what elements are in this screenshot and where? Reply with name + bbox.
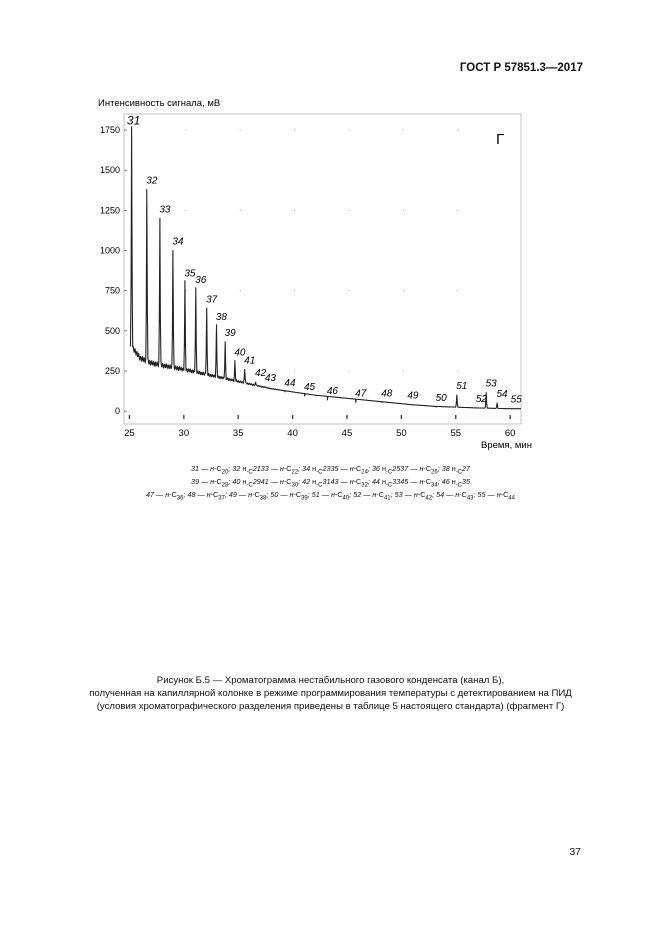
legend-text: ; [183, 490, 188, 499]
grid-dot [240, 370, 241, 371]
legend-text: 43 [466, 495, 474, 502]
legend-text: н [381, 464, 386, 473]
legend-text: н [279, 477, 284, 486]
legend-text: н [242, 477, 247, 486]
peak-label: 51 [456, 381, 468, 393]
legend-text: 47 — [146, 490, 166, 499]
legend-text: -C [169, 490, 177, 499]
x-tick-label: 50 [396, 428, 407, 439]
legend-text: 28 [221, 482, 229, 489]
legend-text: 51 — [311, 490, 331, 499]
legend-text: -C [455, 469, 463, 476]
legend-text: 30 [291, 482, 299, 489]
legend-text: -C [252, 490, 260, 499]
grid-dot [403, 130, 404, 131]
legend-text: 44 [371, 477, 380, 486]
legend-text: 42 [425, 495, 433, 502]
legend-text: -C [459, 490, 467, 499]
legend-text: н [242, 464, 247, 473]
legend-text: 37 [218, 495, 225, 502]
grid-dot [294, 370, 295, 371]
legend-text: 39 — [190, 477, 211, 486]
legend-text: ; [298, 464, 303, 473]
caption-line-2: полученная на капиллярной колонке в режиме программирования температуры с детектированием на ПИД [89, 688, 572, 699]
grid-dot [457, 370, 458, 371]
grid-dot [403, 370, 404, 371]
legend-text: 52 — [353, 490, 373, 499]
x-tick-label: 30 [178, 428, 190, 439]
y-axis [100, 125, 127, 416]
legend-text: 36 [371, 464, 380, 473]
legend-text: 40 [232, 477, 241, 486]
legend-text: ; [298, 477, 303, 486]
legend-text: -C [500, 490, 509, 499]
legend-text: 41 [383, 495, 391, 502]
x-tick-label: 35 [232, 428, 244, 439]
peak-label: 42 [255, 368, 267, 380]
legend-text: н [210, 477, 215, 486]
grid-dot [240, 130, 241, 131]
legend-text: ; [224, 490, 229, 499]
legend-text: 33 [392, 477, 401, 486]
legend-text: 55 — [477, 490, 497, 499]
legend-text: -C [334, 490, 343, 499]
peak-label: 31 [126, 113, 141, 128]
peak-label: 35 [184, 268, 196, 280]
y-tick-label: 1000 [99, 245, 120, 256]
legend-text: 42 [302, 477, 311, 486]
legend-text: н [419, 477, 424, 486]
peak-label: 36 [195, 275, 207, 287]
legend-text: 33 — [260, 464, 280, 473]
legend-text: -C [246, 482, 253, 489]
legend-text: -C [423, 477, 432, 486]
legend-text: н [279, 464, 284, 473]
peak-label: 34 [172, 236, 184, 248]
legend-text: н [372, 490, 377, 499]
peak-label: 48 [381, 388, 393, 400]
legend-text: н [289, 490, 294, 499]
legend-text: н [165, 490, 170, 499]
x-tick-label: 40 [287, 428, 298, 439]
legend-text: 24 [361, 469, 368, 476]
x-tick-label: 55 [450, 428, 462, 439]
legend-text: ; [437, 477, 442, 486]
legend-text: 32 [232, 464, 241, 473]
legend-text: 46 [441, 477, 450, 486]
legend-text: н [248, 490, 253, 499]
peak-label: 38 [215, 312, 228, 324]
legend-text: н [210, 464, 215, 473]
grid-dot [294, 130, 295, 131]
legend-text: н [496, 490, 501, 499]
legend-text: 32 [361, 482, 368, 489]
legend-text: ; [349, 490, 354, 499]
legend-text: -C [246, 469, 253, 476]
peak-label: 41 [244, 355, 256, 367]
grid-dot [240, 210, 241, 211]
legend-text: ; [367, 477, 372, 486]
y-tick-label: 1250 [99, 205, 120, 216]
legend-text: ; [228, 464, 233, 473]
legend-text: ; [367, 464, 372, 473]
legend-text: -C [210, 490, 219, 499]
grid-dot [348, 370, 349, 371]
legend-text: н [349, 464, 354, 473]
y-axis-label: Интенсивность сигнала, мВ [98, 98, 221, 109]
peak-label: 33 [159, 204, 171, 216]
y-tick-label: 500 [104, 325, 120, 336]
legend-text: н [330, 490, 335, 499]
legend-text: н [312, 464, 317, 473]
grid-dot [348, 130, 349, 131]
y-tick-label: 1750 [99, 125, 120, 136]
legend-text: н [419, 464, 424, 473]
peak-label: 50 [435, 393, 447, 405]
legend-text: -C [417, 490, 426, 499]
peak-label: 45 [303, 381, 316, 393]
legend-text: н [451, 477, 456, 486]
legend-text: ; [390, 490, 395, 499]
legend-text: 35 [462, 477, 471, 486]
standard-number: ГОСТ Р 57851.3—2017 [459, 62, 583, 74]
legend-text: ; [437, 464, 442, 473]
legend-text: -C [353, 477, 362, 486]
peak-label: 52 [475, 393, 487, 405]
legend-text: 20 [221, 469, 229, 476]
grid-dot [403, 210, 404, 211]
legend-text: 50 — [270, 490, 290, 499]
legend-text: н [381, 477, 386, 486]
panel-label: Г [496, 131, 505, 148]
legend-text: 22 [291, 469, 299, 476]
legend-text: 43 — [330, 477, 350, 486]
grid-dot [185, 130, 186, 131]
legend-text: н [206, 490, 211, 499]
peak-label: 53 [485, 378, 497, 390]
legend-text: н [451, 464, 456, 473]
legend-text: -C [293, 490, 302, 499]
legend-text: 49 — [228, 490, 249, 499]
grid-dot [403, 290, 404, 291]
legend-text: 41 — [260, 477, 280, 486]
legend-text: -C [316, 482, 323, 489]
legend-text: -C [423, 464, 432, 473]
grid-dot [185, 210, 186, 211]
legend-text: н [312, 477, 317, 486]
legend-text: 54 — [436, 490, 456, 499]
peak-label: 49 [407, 390, 419, 402]
legend-text: 38 [259, 495, 267, 502]
legend-text: 34 [302, 464, 311, 473]
grid-dot [457, 130, 458, 131]
peak-label: 37 [206, 294, 218, 306]
legend-text: ; [228, 477, 233, 486]
legend-text: -C [385, 482, 393, 489]
legend-text: н [349, 477, 354, 486]
legend-text: -C [214, 477, 222, 486]
peak-label: 44 [284, 377, 296, 389]
grid-dot [294, 210, 295, 211]
legend-text: 27 [462, 464, 471, 473]
grid-dot [457, 290, 458, 291]
legend-text: 31 [322, 477, 331, 486]
grid-dot [348, 290, 349, 291]
peak-label: 55 [510, 394, 522, 406]
chromatogram-chart [0, 0, 661, 460]
y-tick-label: 750 [104, 285, 120, 296]
legend-text: ; [432, 490, 437, 499]
legend-text: 53 — [394, 490, 414, 499]
x-axis-label: Время, мин [481, 440, 532, 451]
x-tick-label: 45 [341, 428, 353, 439]
legend-text: 45 — [400, 477, 420, 486]
x-tick-label: 60 [504, 428, 516, 439]
peak-label: 39 [224, 328, 236, 340]
legend-text: 38 [441, 464, 450, 473]
x-tick-label: 25 [124, 428, 135, 439]
legend-text: н [455, 490, 460, 499]
legend-text: -C [385, 469, 393, 476]
caption-line-1: Рисунок Б.5 — Хроматограмма нестабильного газового конденсата (канал Б), [156, 675, 505, 686]
legend-text: -C [283, 464, 292, 473]
legend-text: -C [376, 490, 384, 499]
peak-label: 54 [496, 389, 508, 401]
grid-dot [240, 290, 241, 291]
legend-text: 39 [301, 495, 308, 502]
legend-text: 26 [431, 469, 438, 476]
caption-line-3: (условия хроматографического разделения приведены в таблице 5 настоящего стандарта) (фрагмент Г) [96, 701, 565, 712]
peak-label: 46 [326, 385, 338, 397]
legend-text: 34 [431, 482, 438, 489]
legend-text: ; [473, 490, 478, 499]
y-tick-label: 0 [114, 406, 120, 417]
legend-text: 25 [392, 464, 401, 473]
legend-text: -C [214, 464, 222, 473]
figure-caption [0, 674, 661, 713]
legend-text: 44 [508, 495, 515, 502]
legend-line-3 [0, 488, 661, 505]
peak-label: 40 [234, 347, 246, 359]
y-tick-label: 250 [104, 365, 120, 376]
legend-text: 40 [342, 495, 350, 502]
legend-text: 29 [252, 477, 261, 486]
grid-dot [294, 290, 295, 291]
legend-text: -C [455, 482, 463, 489]
legend-text: н [413, 490, 418, 499]
legend-text: -C [283, 477, 292, 486]
legend-text: -C [316, 469, 323, 476]
legend-text: 36 [176, 495, 184, 502]
peak-label: 47 [355, 388, 367, 400]
legend-text: 31 — [190, 464, 211, 473]
legend-text: ; [307, 490, 312, 499]
legend-text: ; [266, 490, 271, 499]
y-tick-label: 1500 [99, 165, 120, 176]
legend-text: 23 [322, 464, 331, 473]
grid-dot [457, 210, 458, 211]
peak-label: 32 [146, 175, 158, 187]
peak-label: 43 [264, 373, 276, 385]
x-axis [124, 415, 515, 439]
grid-dot [348, 210, 349, 211]
legend-text: 21 [252, 464, 261, 473]
legend-text: 37 — [400, 464, 420, 473]
legend-text: 48 — [187, 490, 207, 499]
legend-text: -C [353, 464, 362, 473]
legend-text: 35 — [330, 464, 350, 473]
page-number: 37 [569, 846, 581, 858]
